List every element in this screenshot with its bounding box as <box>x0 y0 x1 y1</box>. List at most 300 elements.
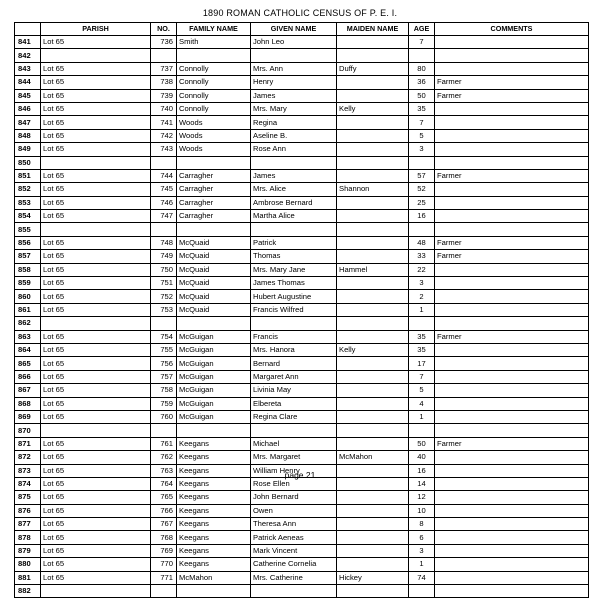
number-cell: 765 <box>151 491 177 504</box>
comments-cell <box>435 317 589 330</box>
table-row <box>15 531 589 544</box>
table-row <box>15 518 589 531</box>
comments-cell <box>435 183 589 196</box>
age-cell: 3 <box>409 544 435 557</box>
family-name-cell: Keegans <box>177 477 251 490</box>
row-number: 875 <box>15 491 41 504</box>
family-name-cell: McQuaid <box>177 277 251 290</box>
comments-cell <box>435 384 589 397</box>
parish-cell: Lot 65 <box>41 343 151 356</box>
comments-cell: Farmer <box>435 76 589 89</box>
age-cell: 4 <box>409 397 435 410</box>
census-body <box>15 36 589 598</box>
comments-cell <box>435 62 589 75</box>
maiden-name-cell <box>337 250 409 263</box>
number-cell: 749 <box>151 250 177 263</box>
family-name-cell <box>177 585 251 598</box>
comments-cell <box>435 277 589 290</box>
family-name-cell: Connolly <box>177 89 251 102</box>
table-row <box>15 558 589 571</box>
age-cell <box>409 49 435 62</box>
parish-cell: Lot 65 <box>41 36 151 49</box>
number-cell: 760 <box>151 410 177 423</box>
age-cell: 2 <box>409 290 435 303</box>
given-name-cell: James <box>251 169 337 182</box>
maiden-name-cell <box>337 558 409 571</box>
row-number: 879 <box>15 544 41 557</box>
family-name-cell: Keegans <box>177 558 251 571</box>
table-row <box>15 102 589 115</box>
table-row <box>15 504 589 517</box>
age-cell: 33 <box>409 250 435 263</box>
given-name-cell: Martha Alice <box>251 210 337 223</box>
comments-cell <box>435 585 589 598</box>
given-name-cell: Rose Ellen <box>251 477 337 490</box>
number-cell: 770 <box>151 558 177 571</box>
family-name-cell: Connolly <box>177 76 251 89</box>
age-cell: 35 <box>409 330 435 343</box>
family-name-cell: Carragher <box>177 169 251 182</box>
age-cell: 48 <box>409 236 435 249</box>
age-cell: 17 <box>409 357 435 370</box>
maiden-name-cell <box>337 236 409 249</box>
table-row <box>15 303 589 316</box>
parish-cell <box>41 424 151 437</box>
given-name-cell: Regina <box>251 116 337 129</box>
given-name-cell: Mark Vincent <box>251 544 337 557</box>
given-name-cell: Henry <box>251 76 337 89</box>
maiden-name-cell <box>337 397 409 410</box>
row-number: 866 <box>15 370 41 383</box>
parish-cell: Lot 65 <box>41 210 151 223</box>
comments-cell <box>435 290 589 303</box>
table-row <box>15 585 589 598</box>
comments-cell: Farmer <box>435 89 589 102</box>
table-row <box>15 330 589 343</box>
maiden-name-cell <box>337 437 409 450</box>
parish-cell: Lot 65 <box>41 143 151 156</box>
age-cell: 3 <box>409 277 435 290</box>
maiden-name-cell <box>337 585 409 598</box>
maiden-name-cell <box>337 169 409 182</box>
table-row <box>15 183 589 196</box>
family-name-cell: McMahon <box>177 571 251 584</box>
given-name-cell: Livinia May <box>251 384 337 397</box>
number-cell: 758 <box>151 384 177 397</box>
age-cell: 16 <box>409 464 435 477</box>
row-number: 861 <box>15 303 41 316</box>
maiden-name-cell <box>337 424 409 437</box>
maiden-name-cell <box>337 277 409 290</box>
parish-cell <box>41 156 151 169</box>
given-name-cell: Mrs. Margaret <box>251 451 337 464</box>
family-name-cell: Woods <box>177 143 251 156</box>
number-cell: 756 <box>151 357 177 370</box>
given-name-cell: James Thomas <box>251 277 337 290</box>
parish-cell: Lot 65 <box>41 410 151 423</box>
comments-cell: Farmer <box>435 437 589 450</box>
row-number: 860 <box>15 290 41 303</box>
parish-cell: Lot 65 <box>41 357 151 370</box>
maiden-name-cell <box>337 210 409 223</box>
row-number: 878 <box>15 531 41 544</box>
given-name-cell: Mrs. Ann <box>251 62 337 75</box>
number-cell: 746 <box>151 196 177 209</box>
table-row <box>15 491 589 504</box>
number-cell: 736 <box>151 36 177 49</box>
maiden-name-cell <box>337 317 409 330</box>
comments-cell <box>435 531 589 544</box>
header-age: AGE <box>409 23 435 36</box>
number-cell: 742 <box>151 129 177 142</box>
row-number: 881 <box>15 571 41 584</box>
given-name-cell: William Henry <box>251 464 337 477</box>
parish-cell <box>41 585 151 598</box>
family-name-cell: McGuigan <box>177 330 251 343</box>
family-name-cell <box>177 156 251 169</box>
family-name-cell <box>177 223 251 236</box>
header-parish: PARISH <box>41 23 151 36</box>
given-name-cell: James <box>251 89 337 102</box>
number-cell: 748 <box>151 236 177 249</box>
age-cell: 25 <box>409 196 435 209</box>
number-cell: 743 <box>151 143 177 156</box>
family-name-cell: McGuigan <box>177 370 251 383</box>
age-cell <box>409 223 435 236</box>
header-family-name: FAMILY NAME <box>177 23 251 36</box>
family-name-cell: Woods <box>177 116 251 129</box>
table-row <box>15 89 589 102</box>
table-row <box>15 410 589 423</box>
number-cell: 757 <box>151 370 177 383</box>
row-number: 843 <box>15 62 41 75</box>
maiden-name-cell: Kelly <box>337 102 409 115</box>
family-name-cell: Connolly <box>177 62 251 75</box>
page-title: 1890 ROMAN CATHOLIC CENSUS OF P. E. I. <box>202 8 398 18</box>
family-name-cell <box>177 49 251 62</box>
maiden-name-cell <box>337 89 409 102</box>
row-number: 850 <box>15 156 41 169</box>
comments-cell: Farmer <box>435 236 589 249</box>
age-cell: 7 <box>409 370 435 383</box>
comments-cell <box>435 451 589 464</box>
given-name-cell: Thomas <box>251 250 337 263</box>
row-number: 854 <box>15 210 41 223</box>
family-name-cell: McQuaid <box>177 290 251 303</box>
parish-cell: Lot 65 <box>41 116 151 129</box>
row-number: 855 <box>15 223 41 236</box>
table-row <box>15 397 589 410</box>
comments-cell <box>435 558 589 571</box>
age-cell: 7 <box>409 116 435 129</box>
parish-cell: Lot 65 <box>41 330 151 343</box>
given-name-cell <box>251 585 337 598</box>
header-no: NO. <box>151 23 177 36</box>
age-cell: 22 <box>409 263 435 276</box>
header-given-name: GIVEN NAME <box>251 23 337 36</box>
family-name-cell: McGuigan <box>177 357 251 370</box>
comments-cell <box>435 129 589 142</box>
parish-cell: Lot 65 <box>41 89 151 102</box>
parish-cell: Lot 65 <box>41 196 151 209</box>
given-name-cell: Mrs. Mary Jane <box>251 263 337 276</box>
maiden-name-cell <box>337 129 409 142</box>
row-number: 848 <box>15 129 41 142</box>
age-cell: 57 <box>409 169 435 182</box>
comments-cell <box>435 544 589 557</box>
number-cell <box>151 49 177 62</box>
parish-cell: Lot 65 <box>41 236 151 249</box>
parish-cell <box>41 223 151 236</box>
row-number: 871 <box>15 437 41 450</box>
age-cell: 1 <box>409 558 435 571</box>
comments-cell: Farmer <box>435 250 589 263</box>
row-number: 857 <box>15 250 41 263</box>
given-name-cell: Theresa Ann <box>251 518 337 531</box>
age-cell: 52 <box>409 183 435 196</box>
parish-cell: Lot 65 <box>41 263 151 276</box>
number-cell: 740 <box>151 102 177 115</box>
number-cell: 764 <box>151 477 177 490</box>
parish-cell: Lot 65 <box>41 558 151 571</box>
table-row <box>15 424 589 437</box>
number-cell: 767 <box>151 518 177 531</box>
given-name-cell: Hubert Augustine <box>251 290 337 303</box>
family-name-cell: Keegans <box>177 491 251 504</box>
age-cell: 50 <box>409 89 435 102</box>
age-cell: 16 <box>409 210 435 223</box>
given-name-cell: Mrs. Alice <box>251 183 337 196</box>
given-name-cell: Bernard <box>251 357 337 370</box>
age-cell: 1 <box>409 410 435 423</box>
age-cell: 5 <box>409 129 435 142</box>
row-number: 862 <box>15 317 41 330</box>
row-number: 847 <box>15 116 41 129</box>
age-cell: 5 <box>409 384 435 397</box>
number-cell: 739 <box>151 89 177 102</box>
table-row <box>15 62 589 75</box>
row-number: 867 <box>15 384 41 397</box>
age-cell: 6 <box>409 531 435 544</box>
number-cell <box>151 585 177 598</box>
comments-cell <box>435 143 589 156</box>
parish-cell: Lot 65 <box>41 518 151 531</box>
parish-cell: Lot 65 <box>41 477 151 490</box>
comments-cell <box>435 49 589 62</box>
maiden-name-cell <box>337 384 409 397</box>
given-name-cell: Francis <box>251 330 337 343</box>
maiden-name-cell <box>337 116 409 129</box>
number-cell <box>151 223 177 236</box>
age-cell: 35 <box>409 102 435 115</box>
given-name-cell: John Bernard <box>251 491 337 504</box>
maiden-name-cell <box>337 143 409 156</box>
maiden-name-cell <box>337 223 409 236</box>
number-cell: 738 <box>151 76 177 89</box>
maiden-name-cell: Hickey <box>337 571 409 584</box>
number-cell: 763 <box>151 464 177 477</box>
census-table <box>14 22 589 598</box>
family-name-cell: Carragher <box>177 210 251 223</box>
maiden-name-cell <box>337 357 409 370</box>
parish-cell: Lot 65 <box>41 384 151 397</box>
given-name-cell <box>251 317 337 330</box>
maiden-name-cell: Duffy <box>337 62 409 75</box>
table-row <box>15 451 589 464</box>
family-name-cell: Woods <box>177 129 251 142</box>
table-row <box>15 210 589 223</box>
comments-cell <box>435 571 589 584</box>
parish-cell: Lot 65 <box>41 129 151 142</box>
maiden-name-cell <box>337 196 409 209</box>
given-name-cell: Mrs. Hanora <box>251 343 337 356</box>
table-row <box>15 76 589 89</box>
parish-cell <box>41 49 151 62</box>
given-name-cell: Michael <box>251 437 337 450</box>
given-name-cell: Patrick <box>251 236 337 249</box>
row-number: 841 <box>15 36 41 49</box>
comments-cell <box>435 102 589 115</box>
parish-cell: Lot 65 <box>41 277 151 290</box>
given-name-cell: Owen <box>251 504 337 517</box>
parish-cell: Lot 65 <box>41 102 151 115</box>
row-number: 842 <box>15 49 41 62</box>
table-row <box>15 263 589 276</box>
header-rownum <box>15 23 41 36</box>
row-number: 868 <box>15 397 41 410</box>
comments-cell <box>435 343 589 356</box>
parish-cell: Lot 65 <box>41 531 151 544</box>
comments-cell <box>435 491 589 504</box>
header-comments: COMMENTS <box>435 23 589 36</box>
parish-cell: Lot 65 <box>41 397 151 410</box>
row-number: 845 <box>15 89 41 102</box>
family-name-cell: Carragher <box>177 196 251 209</box>
comments-cell: Farmer <box>435 330 589 343</box>
table-row <box>15 129 589 142</box>
family-name-cell: Keegans <box>177 504 251 517</box>
maiden-name-cell <box>337 330 409 343</box>
header-row <box>15 23 589 36</box>
maiden-name-cell <box>337 290 409 303</box>
age-cell: 14 <box>409 477 435 490</box>
row-number: 873 <box>15 464 41 477</box>
number-cell: 751 <box>151 277 177 290</box>
table-row <box>15 290 589 303</box>
table-row <box>15 156 589 169</box>
parish-cell: Lot 65 <box>41 303 151 316</box>
given-name-cell <box>251 424 337 437</box>
age-cell: 40 <box>409 451 435 464</box>
family-name-cell: Connolly <box>177 102 251 115</box>
age-cell: 3 <box>409 143 435 156</box>
comments-cell <box>435 116 589 129</box>
comments-cell <box>435 156 589 169</box>
number-cell: 744 <box>151 169 177 182</box>
family-name-cell: Smith <box>177 36 251 49</box>
number-cell: 752 <box>151 290 177 303</box>
row-number: 844 <box>15 76 41 89</box>
number-cell <box>151 156 177 169</box>
parish-cell: Lot 65 <box>41 76 151 89</box>
row-number: 863 <box>15 330 41 343</box>
row-number: 876 <box>15 504 41 517</box>
parish-cell: Lot 65 <box>41 544 151 557</box>
number-cell: 768 <box>151 531 177 544</box>
given-name-cell: Aseline B. <box>251 129 337 142</box>
age-cell: 35 <box>409 343 435 356</box>
table-row <box>15 317 589 330</box>
given-name-cell <box>251 49 337 62</box>
age-cell <box>409 317 435 330</box>
given-name-cell: Rose Ann <box>251 143 337 156</box>
number-cell: 759 <box>151 397 177 410</box>
family-name-cell: Keegans <box>177 451 251 464</box>
table-row <box>15 384 589 397</box>
age-cell: 74 <box>409 571 435 584</box>
number-cell: 737 <box>151 62 177 75</box>
comments-cell <box>435 357 589 370</box>
number-cell: 769 <box>151 544 177 557</box>
family-name-cell: McGuigan <box>177 410 251 423</box>
row-number: 851 <box>15 169 41 182</box>
row-number: 852 <box>15 183 41 196</box>
age-cell <box>409 424 435 437</box>
parish-cell: Lot 65 <box>41 571 151 584</box>
number-cell: 741 <box>151 116 177 129</box>
comments-cell <box>435 196 589 209</box>
maiden-name-cell <box>337 156 409 169</box>
row-number: 859 <box>15 277 41 290</box>
parish-cell: Lot 65 <box>41 464 151 477</box>
comments-cell <box>435 210 589 223</box>
age-cell <box>409 585 435 598</box>
row-number: 869 <box>15 410 41 423</box>
given-name-cell: Regina Clare <box>251 410 337 423</box>
maiden-name-cell <box>337 531 409 544</box>
table-row <box>15 143 589 156</box>
parish-cell: Lot 65 <box>41 250 151 263</box>
given-name-cell: Mrs. Mary <box>251 102 337 115</box>
given-name-cell: Margaret Ann <box>251 370 337 383</box>
comments-cell <box>435 36 589 49</box>
table-row <box>15 196 589 209</box>
table-row <box>15 277 589 290</box>
comments-cell <box>435 397 589 410</box>
parish-cell: Lot 65 <box>41 504 151 517</box>
table-row <box>15 357 589 370</box>
table-row <box>15 223 589 236</box>
maiden-name-cell <box>337 370 409 383</box>
row-number: 870 <box>15 424 41 437</box>
given-name-cell <box>251 156 337 169</box>
maiden-name-cell <box>337 76 409 89</box>
row-number: 846 <box>15 102 41 115</box>
family-name-cell: McGuigan <box>177 397 251 410</box>
number-cell: 766 <box>151 504 177 517</box>
given-name-cell: Patrick Aeneas <box>251 531 337 544</box>
row-number: 874 <box>15 477 41 490</box>
comments-cell: Farmer <box>435 169 589 182</box>
parish-cell <box>41 317 151 330</box>
row-number: 856 <box>15 236 41 249</box>
maiden-name-cell: Shannon <box>337 183 409 196</box>
number-cell: 747 <box>151 210 177 223</box>
family-name-cell: Keegans <box>177 464 251 477</box>
number-cell: 771 <box>151 571 177 584</box>
maiden-name-cell <box>337 504 409 517</box>
maiden-name-cell <box>337 36 409 49</box>
